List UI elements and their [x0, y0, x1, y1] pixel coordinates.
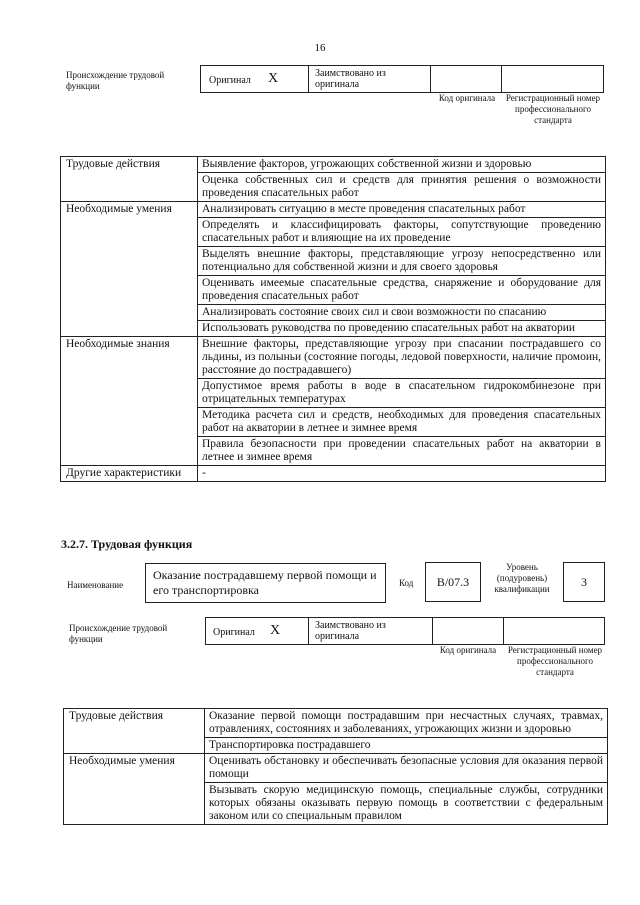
- row-label: Трудовые действия: [61, 157, 198, 202]
- code-value-cell: [425, 562, 481, 602]
- name-value: Оказание пострадавшему первой помощи и его транспортировка: [153, 568, 377, 597]
- function-table-2: [63, 708, 608, 825]
- list-item: Выделять внешние факторы, представляющие угрозу непосредственно или потенциально для собственной жизни и для своего здоровья: [198, 247, 606, 276]
- code-value: В/07.3: [436, 575, 470, 589]
- list-item: Правила безопасности при проведении спасательных работ на акватории в летнее и зимнее время: [198, 437, 606, 466]
- table-row: [61, 337, 606, 379]
- list-item: Использовать руководства по проведению спасательных работ на акватории: [198, 321, 606, 337]
- original-label: Оригинал: [213, 627, 255, 638]
- origin-label: Происхождение трудовой функции: [66, 70, 165, 91]
- row-label: Необходимые умения: [64, 754, 205, 825]
- table-row: [61, 466, 606, 482]
- reg-caption: Регистрационный номер профессионального стандарта: [507, 645, 603, 677]
- code-original-cell: [430, 65, 502, 93]
- row-label: Другие характеристики: [61, 466, 198, 482]
- list-item: Анализировать ситуацию в месте проведения спасательных работ: [198, 202, 606, 218]
- code-label: Код: [399, 578, 414, 588]
- original-mark: X: [270, 623, 281, 638]
- borrowed-label: Заимствовано из оригинала: [315, 68, 386, 90]
- code-caption: Код оригинала: [439, 645, 497, 655]
- borrowed-label: Заимствовано из оригинала: [315, 620, 386, 642]
- table-row: [64, 754, 608, 783]
- table-row: [61, 157, 606, 173]
- list-item: Внешние факторы, представляющие угрозу при спасании пострадавшего со льдины, из полыньи (состояние погоды, ледовой поверхности, наличие промоин, расстояние до пострадавшего): [198, 337, 606, 379]
- level-value: 3: [581, 575, 587, 589]
- list-item: Анализировать состояние своих сил и свои возможности по спасанию: [198, 305, 606, 321]
- row-label: Трудовые действия: [64, 709, 205, 754]
- level-label: Уровень (подуровень) квалификации: [494, 562, 550, 594]
- table-row: [64, 709, 608, 738]
- row-label: Необходимые знания: [61, 337, 198, 466]
- list-item: Определять и классифицировать факторы, сопутствующие проведению спасательных работ и влияющие на их проведение: [198, 218, 606, 247]
- list-item: Оказание первой помощи пострадавшим при несчастных случаях, травмах, отравлениях, состояниях и заболеваниях, угрожающих жизни и здоровью: [205, 709, 608, 738]
- table-row: [61, 202, 606, 218]
- list-item: Методика расчета сил и средств, необходимых для проведения спасательных работ на акватории в летнее и зимнее время: [198, 408, 606, 437]
- list-item: Вызывать скорую медицинскую помощь, специальные службы, сотрудники которых обязаны оказывать первую помощь в соответствии с федеральным законом или со специальным правилом: [205, 783, 608, 825]
- list-item: Оценивать обстановку и обеспечивать безопасные условия для оказания первой помощи: [205, 754, 608, 783]
- name-value-cell: [145, 563, 386, 603]
- level-value-cell: [563, 562, 605, 602]
- list-item: Оценка собственных сил и средств для принятия решения о возможности проведения спасательных работ: [198, 173, 606, 202]
- reg-caption: Регистрационный номер профессионального стандарта: [505, 93, 601, 125]
- name-label: Наименование: [67, 580, 124, 590]
- list-item: Оценивать имеемые спасательные средства, снаряжение и оборудование для проведения спасательных работ: [198, 276, 606, 305]
- code-caption: Код оригинала: [438, 93, 496, 103]
- page-number: 16: [314, 42, 326, 54]
- section-heading: 3.2.7. Трудовая функция: [61, 537, 193, 551]
- reg-number-cell: [503, 617, 605, 645]
- list-item: -: [198, 466, 606, 482]
- reg-number-cell: [501, 65, 604, 93]
- borrowed-cell: [308, 617, 433, 645]
- row-label: Необходимые умения: [61, 202, 198, 337]
- origin-label: Происхождение трудовой функции: [69, 623, 168, 644]
- original-cell: [200, 65, 309, 93]
- borrowed-cell: [308, 65, 431, 93]
- original-label: Оригинал: [209, 75, 251, 86]
- list-item: Выявление факторов, угрожающих собственной жизни и здоровью: [198, 157, 606, 173]
- code-original-cell: [432, 617, 504, 645]
- original-mark: X: [268, 71, 279, 86]
- list-item: Транспортировка пострадавшего: [205, 738, 608, 754]
- original-cell: [205, 617, 309, 645]
- function-table-1: [60, 156, 606, 482]
- list-item: Допустимое время работы в воде в спасательном гидрокомбинезоне при отрицательных температурах: [198, 379, 606, 408]
